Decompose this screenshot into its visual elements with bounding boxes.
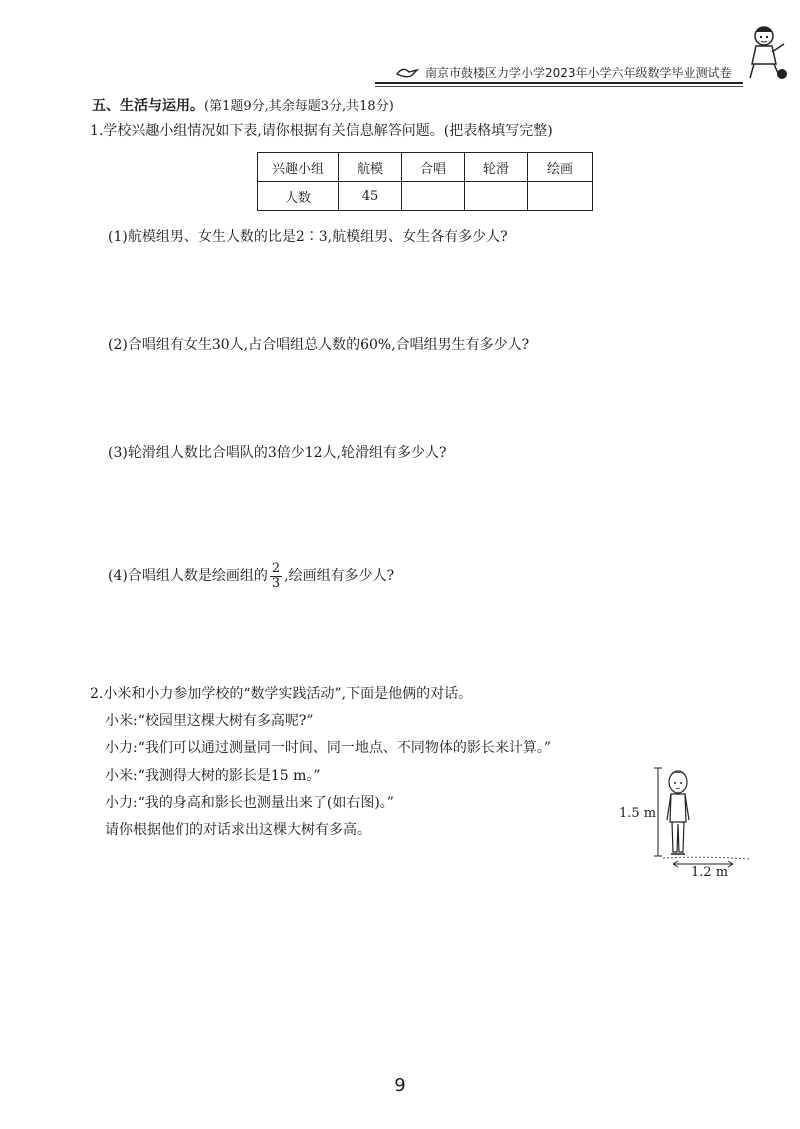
fraction-two-thirds <box>270 562 282 591</box>
section-title: 五、生活与运用。 <box>92 98 204 114</box>
cartoon-mascot-icon <box>740 22 790 82</box>
question-2-number: 2. <box>90 686 104 702</box>
question-1-sub-1: (1)航模组男、女生人数的比是2∶3,航模组男、女生各有多少人? <box>108 229 508 245</box>
question-1-sub-3: (3)轮滑组人数比合唱队的3倍少12人,轮滑组有多少人? <box>108 445 447 461</box>
table-header-cell: 绘画 <box>528 153 593 182</box>
interest-group-table <box>257 152 593 211</box>
table-header-cell: 兴趣小组 <box>258 153 339 182</box>
question-1-sub-4 <box>108 558 394 594</box>
table-cell-model-count: 45 <box>339 182 402 211</box>
section-heading <box>92 96 394 117</box>
question-2-ask: 请你根据他们的对话求出这棵大树有多高。 <box>105 822 371 838</box>
header-title: 南京市鼓楼区力学小学2023年小学六年级数学毕业测试卷 <box>425 66 732 80</box>
header-rule <box>375 82 743 84</box>
dialogue-line-4: 小力:“我的身高和影长也测量出来了(如右图)。” <box>105 795 394 811</box>
question-1-prompt <box>90 121 553 141</box>
dialogue-line-1: 小米:“校园里这棵大树有多高呢?” <box>105 713 314 729</box>
table-header-cell: 航模 <box>339 153 402 182</box>
page-number: 9 <box>394 1075 406 1096</box>
shadow-length-label: 1.2 m <box>691 865 729 880</box>
dialogue-line-2: 小力:“我们可以通过测量同一时间、同一地点、不同物体的影长来计算。” <box>105 740 552 756</box>
table-cell-choir-blank[interactable] <box>402 182 465 211</box>
question-1-sub-2: (2)合唱组有女生30人,占合唱组总人数的60%,合唱组男生有多少人? <box>108 337 530 353</box>
question-1-number: 1. <box>90 123 104 139</box>
height-label: 1.5 m <box>619 806 657 821</box>
question-2-intro <box>90 684 472 704</box>
section-score-note: (第1题9分,其余每题3分,共18分) <box>204 99 394 114</box>
table-header-cell: 合唱 <box>402 153 465 182</box>
question-2-intro-text: 小米和小力参加学校的“数学实践活动”,下面是他俩的对话。 <box>103 686 473 702</box>
table-row <box>258 182 593 211</box>
fraction-denominator: 3 <box>271 575 281 591</box>
question-1-sub-4-text: (4)合唱组人数是绘画组的 <box>108 568 268 584</box>
question-1-text: 学校兴趣小组情况如下表,请你根据有关信息解答问题。(把表格填写完整) <box>103 123 553 139</box>
question-1-sub-4-tail: ,绘画组有多少人? <box>284 568 395 584</box>
header-arrow-decoration-icon <box>395 64 419 80</box>
fraction-numerator: 2 <box>271 560 281 576</box>
table-cell-painting-blank[interactable] <box>528 182 593 211</box>
table-header-cell: 轮滑 <box>465 153 528 182</box>
table-cell-skating-blank[interactable] <box>465 182 528 211</box>
table-row-label: 人数 <box>258 182 339 211</box>
boy-with-shadow-illustration <box>615 760 755 885</box>
dialogue-line-3: 小米:“我测得大树的影长是15 m。” <box>105 768 321 784</box>
table-header-row <box>258 153 593 182</box>
height-shadow-figure <box>615 760 755 885</box>
header-rule-thin <box>375 86 743 87</box>
